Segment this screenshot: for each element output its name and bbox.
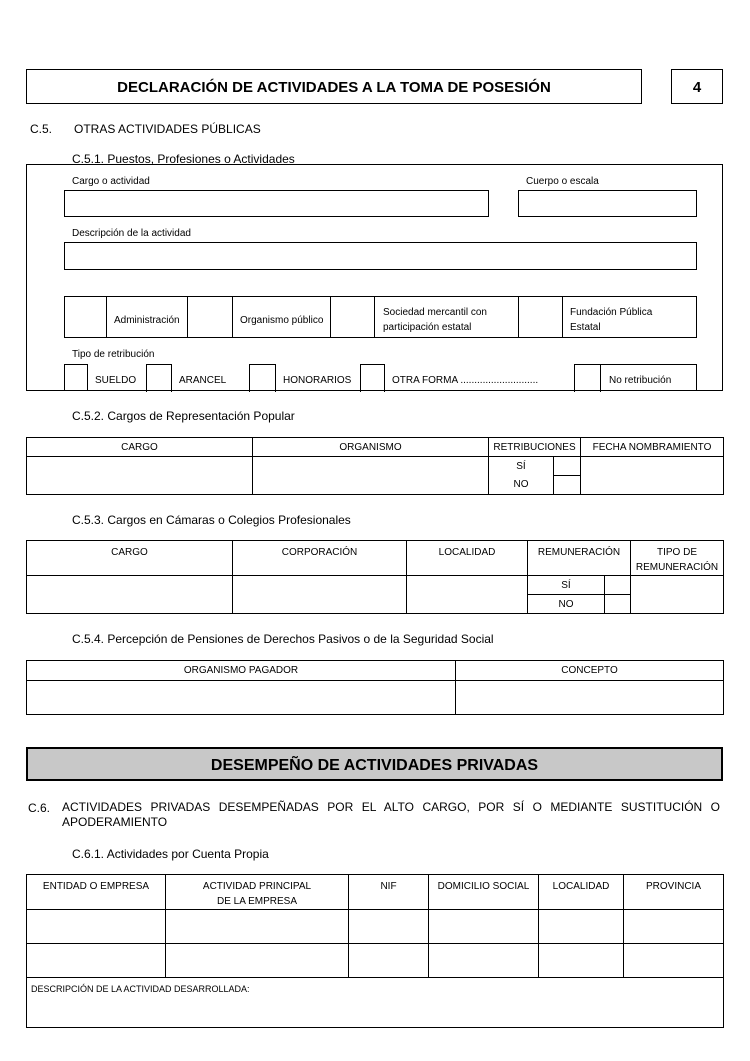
option-administracion: Administración xyxy=(114,315,180,326)
page-number: 4 xyxy=(692,79,702,96)
c52-fecha-cell[interactable] xyxy=(581,457,724,495)
c53-si-label: SÍ xyxy=(528,576,605,595)
retribucion-gap xyxy=(276,364,360,365)
c61-header-actividad-line2: DE LA EMPRESA xyxy=(216,896,298,907)
c52-no-checkbox[interactable] xyxy=(554,476,581,495)
c52-cargo-cell[interactable] xyxy=(27,457,253,495)
c53-header-localidad: LOCALIDAD xyxy=(407,541,528,576)
header-title-box xyxy=(26,69,642,104)
cuerpo-input[interactable] xyxy=(518,190,697,217)
checkbox-sueldo[interactable] xyxy=(65,365,87,391)
private-banner-title: DESEMPEÑO DE ACTIVIDADES PRIVADAS xyxy=(210,757,539,774)
c52-organismo-cell[interactable] xyxy=(253,457,489,495)
cargo-input[interactable] xyxy=(64,190,489,217)
retribucion-gap xyxy=(172,364,249,365)
c54-table xyxy=(26,660,724,715)
c53-no-checkbox[interactable] xyxy=(605,595,631,614)
c61-cell[interactable] xyxy=(349,944,429,978)
checkbox-fundacion[interactable] xyxy=(519,297,562,337)
cargo-label: Cargo o actividad xyxy=(72,176,150,187)
c53-header-remuneracion: REMUNERACIÓN xyxy=(528,541,631,576)
descripcion-label: Descripción de la actividad xyxy=(72,228,191,239)
c53-no-label: NO xyxy=(528,595,605,614)
c61-cell[interactable] xyxy=(429,910,539,944)
c53-table xyxy=(26,540,724,614)
c53-header-corporacion: CORPORACIÓN xyxy=(233,541,407,576)
c61-header-actividad-line1: ACTIVIDAD PRINCIPAL xyxy=(202,881,312,892)
option-sueldo: SUELDO xyxy=(95,375,137,386)
c53-si-checkbox[interactable] xyxy=(605,576,631,595)
option-otra: OTRA FORMA ............................ xyxy=(392,375,539,386)
c54-organismo-cell[interactable] xyxy=(27,681,456,715)
retribucion-gap xyxy=(88,364,146,365)
c53-header-tipo xyxy=(631,541,724,576)
c61-cell[interactable] xyxy=(624,944,724,978)
section-c51-title: C.5.1. Puestos, Profesiones o Actividades xyxy=(72,152,295,166)
c53-localidad-cell[interactable] xyxy=(407,576,528,614)
descripcion-input[interactable] xyxy=(64,242,697,270)
c52-no-label: NO xyxy=(489,476,554,495)
c52-header-organismo: ORGANISMO xyxy=(253,438,489,457)
entity-divider xyxy=(562,296,563,338)
c52-header-retribuciones: RETRIBUCIONES xyxy=(489,438,581,457)
checkbox-no-retribucion[interactable] xyxy=(574,364,601,392)
page-title: DECLARACIÓN DE ACTIVIDADES A LA TOMA DE POSESIÓN xyxy=(117,79,551,96)
c52-header-cargo: CARGO xyxy=(27,438,253,457)
checkbox-otra[interactable] xyxy=(360,364,385,392)
c61-cell[interactable] xyxy=(27,944,166,978)
c52-header-fecha: FECHA NOMBRAMIENTO xyxy=(581,438,724,457)
c61-cell[interactable] xyxy=(429,944,539,978)
c53-tipo-cell[interactable] xyxy=(631,576,724,614)
section-c61-title: C.6.1. Actividades por Cuenta Propia xyxy=(72,847,269,861)
c61-cell[interactable] xyxy=(27,910,166,944)
checkbox-arancel[interactable] xyxy=(146,364,172,392)
c61-header-entidad: ENTIDAD O EMPRESA xyxy=(27,875,166,910)
entity-divider xyxy=(106,296,107,338)
cuerpo-label: Cuerpo o escala xyxy=(526,176,599,187)
c61-cell[interactable] xyxy=(349,910,429,944)
option-sociedad-line2: participación estatal xyxy=(383,322,472,333)
c53-header-tipo-line2: REMUNERACIÓN xyxy=(635,562,719,573)
c61-header-localidad: LOCALIDAD xyxy=(539,875,624,910)
c53-header-cargo: CARGO xyxy=(27,541,233,576)
section-c52-title: C.5.2. Cargos de Representación Popular xyxy=(72,409,295,423)
c53-corporacion-cell[interactable] xyxy=(233,576,407,614)
c52-si-label: SÍ xyxy=(489,457,554,476)
option-arancel: ARANCEL xyxy=(179,375,227,386)
section-c6-text: ACTIVIDADES PRIVADAS DESEMPEÑADAS POR EL ALTO CARGO, POR SÍ O MEDIANTE SUSTITUCIÓN O APODERAMIENTO xyxy=(62,800,720,829)
c61-cell[interactable] xyxy=(539,944,624,978)
option-no-retribucion: No retribución xyxy=(609,375,672,386)
c52-si-checkbox[interactable] xyxy=(554,457,581,476)
section-c6-code: C.6. xyxy=(28,801,51,815)
section-c54-title: C.5.4. Percepción de Pensiones de Derechos Pasivos o de la Seguridad Social xyxy=(72,632,494,646)
c61-header-domicilio: DOMICILIO SOCIAL xyxy=(429,875,539,910)
c61-header-actividad xyxy=(166,875,349,910)
c61-cell[interactable] xyxy=(166,944,349,978)
c61-table xyxy=(26,874,724,1028)
option-fundacion-line2: Estatal xyxy=(570,322,601,333)
c61-header-provincia: PROVINCIA xyxy=(624,875,724,910)
c53-header-tipo-line1: TIPO DE xyxy=(657,547,698,558)
c54-header-concepto: CONCEPTO xyxy=(456,661,724,681)
c53-cargo-cell[interactable] xyxy=(27,576,233,614)
c61-descripcion-label: DESCRIPCIÓN DE LA ACTIVIDAD DESARROLLADA: xyxy=(31,984,250,994)
retribucion-label: Tipo de retribución xyxy=(72,349,155,360)
retribucion-gap xyxy=(385,364,574,365)
checkbox-honorarios[interactable] xyxy=(249,364,276,392)
checkbox-sociedad[interactable] xyxy=(331,297,374,337)
section-c5-title: OTRAS ACTIVIDADES PÚBLICAS xyxy=(74,122,261,136)
c61-descripcion-cell[interactable] xyxy=(27,978,724,1028)
c61-cell[interactable] xyxy=(539,910,624,944)
c54-header-organismo: ORGANISMO PAGADOR xyxy=(27,661,456,681)
c61-header-nif: NIF xyxy=(349,875,429,910)
retribucion-divider xyxy=(87,364,88,391)
c61-cell[interactable] xyxy=(166,910,349,944)
checkbox-organismo[interactable] xyxy=(188,297,232,337)
option-fundacion-line1: Fundación Pública xyxy=(570,307,653,318)
section-c53-title: C.5.3. Cargos en Cámaras o Colegios Profesionales xyxy=(72,513,351,527)
c52-table xyxy=(26,437,724,495)
option-sociedad-line1: Sociedad mercantil con xyxy=(383,307,487,318)
section-c5-code: C.5. xyxy=(30,122,53,136)
private-banner xyxy=(26,747,723,781)
option-honorarios: HONORARIOS xyxy=(283,375,352,386)
c54-concepto-cell[interactable] xyxy=(456,681,724,715)
option-organismo: Organismo público xyxy=(240,315,324,326)
checkbox-administracion[interactable] xyxy=(65,297,106,337)
entity-divider xyxy=(232,296,233,338)
page-number-box xyxy=(671,69,723,104)
entity-divider xyxy=(374,296,375,338)
c61-cell[interactable] xyxy=(624,910,724,944)
